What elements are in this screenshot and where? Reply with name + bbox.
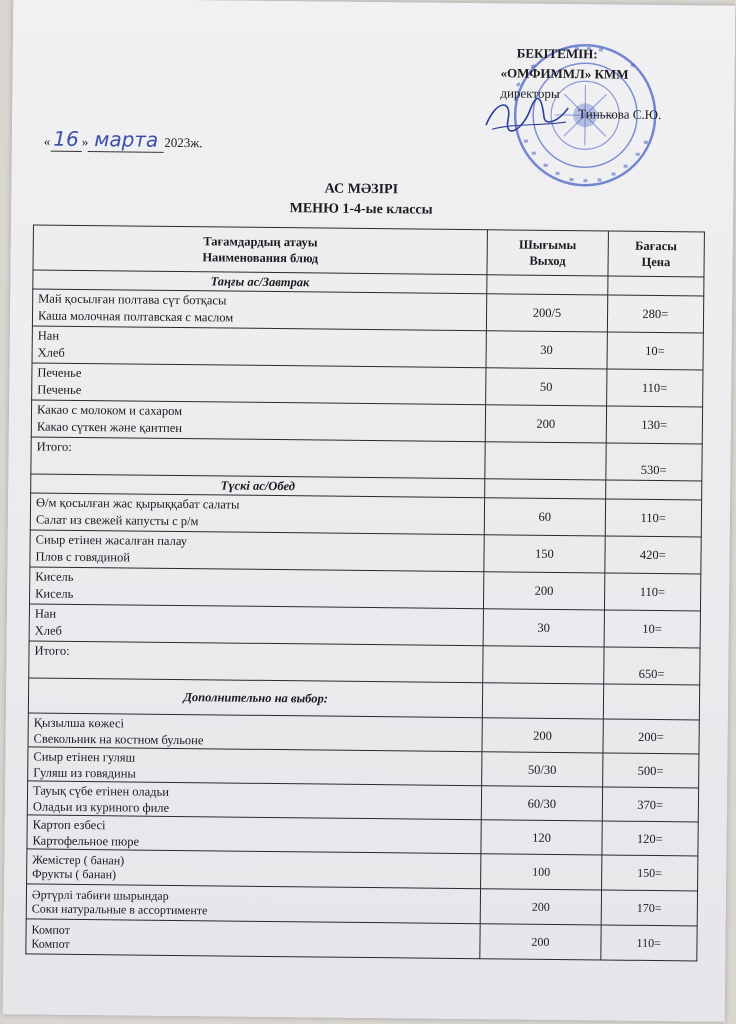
dish-name-ru: Оладьи из куриного филе: [32, 798, 170, 815]
dish-yield: 100: [481, 854, 602, 890]
dish-yield: 30: [483, 609, 604, 647]
dish-price: 110=: [605, 499, 702, 537]
header-dish-name: [33, 225, 488, 275]
dish-price: 110=: [600, 925, 697, 961]
menu-sheet: [3, 0, 736, 1022]
dish-name-ru: Гуляш из говядины: [33, 764, 136, 781]
header-price-kz: Бағасы: [635, 238, 678, 254]
header-dish-name-kz: Тағамдардың атауы: [203, 234, 318, 250]
dish-name-ru: Каша молочная полтавская с маслом: [37, 308, 234, 325]
dish-name-ru: Картофельное пюре: [32, 832, 140, 849]
dish-name-ru: Хлеб: [37, 345, 65, 360]
menu-title-ru: МЕНЮ 1-4-ые классы: [289, 201, 433, 218]
menu-title-kz: АС МӘЗІРІ: [324, 181, 399, 198]
dish-name: [28, 747, 483, 786]
dish-name: [27, 849, 482, 889]
dish-price: 280=: [607, 295, 704, 333]
dish-yield: 60/30: [482, 786, 603, 821]
dish-yield: 200: [482, 718, 603, 753]
dish-price: 420=: [604, 536, 701, 574]
dish-price: 130=: [606, 406, 703, 444]
dish-name: [27, 781, 482, 820]
dish-price: 110=: [606, 369, 703, 407]
dish-name-kz: Әртүрлі табиғи шырындар: [31, 887, 169, 903]
approval-director-name: Тинькова С.Ю.: [578, 106, 662, 123]
total-value: 650=: [603, 647, 700, 685]
dish-name: [29, 567, 484, 609]
header-dish-name-ru: Наименования блюд: [202, 250, 319, 266]
date-month-handwritten: марта: [88, 127, 164, 153]
dish-name-ru: Салат из свежей капусты с р/м: [35, 512, 199, 529]
dish-name-ru: Кисель: [35, 586, 74, 601]
dish-name-ru: Какао сүткен және қантпен: [36, 419, 183, 436]
dish-name-ru: Соки натуральные в ассортименте: [31, 901, 208, 918]
dish-name-kz: Жемістер ( банан): [32, 852, 125, 868]
header-yield-ru: Выход: [529, 253, 566, 269]
date-year: 2023ж.: [164, 134, 203, 151]
dish-yield: 200: [480, 924, 601, 960]
dish-yield: 200: [484, 572, 605, 610]
dish-name: [31, 400, 486, 442]
dish-name: [26, 884, 481, 924]
dish-name: [30, 493, 485, 535]
header-price-ru: Цена: [641, 254, 671, 270]
dish-name: [27, 815, 482, 854]
dish-yield: 50: [486, 368, 607, 406]
dish-yield: 200/5: [487, 294, 608, 332]
dish-name-kz: Сиыр етінен гуляш: [33, 748, 136, 765]
dish-name-kz: Картоп езбесі: [32, 816, 106, 832]
dish-name-kz: Какао с молоком и сахаром: [36, 402, 183, 419]
dish-name-ru: Компот: [31, 936, 70, 951]
dish-name-ru: Свекольник на костном бульоне: [33, 731, 204, 747]
dish-yield: 30: [486, 331, 607, 369]
dish-name-ru: Хлеб: [34, 623, 62, 638]
dish-name: [30, 530, 485, 572]
dish-name-kz: Ө/м қосылған жас қырыққабат салаты: [35, 495, 240, 512]
approval-org: «ОМФИММЛ» КММ: [500, 65, 629, 82]
header-price: [608, 231, 705, 277]
header-yield-kz: Шығымы: [519, 237, 577, 253]
dish-price: 150=: [601, 855, 698, 891]
dish-name-kz: Тауық сүбе етінен оладьи: [32, 782, 170, 799]
dish-price: 200=: [603, 719, 700, 754]
total-label: Итого:: [31, 437, 486, 479]
date-day-handwritten: 16: [50, 127, 82, 152]
dish-price: 120=: [601, 821, 698, 856]
dish-yield: 60: [485, 498, 606, 536]
dish-name: [32, 289, 487, 331]
menu-date: [44, 127, 203, 153]
dish-yield: 150: [484, 535, 605, 573]
dish-name: [29, 604, 484, 646]
dish-yield: 200: [480, 889, 601, 925]
dish-name-kz: Компот: [31, 922, 70, 937]
date-close-quote: »: [81, 133, 89, 150]
dish-price: 10=: [607, 332, 704, 370]
dish-price: 10=: [604, 610, 701, 648]
date-open-quote: «: [43, 133, 51, 149]
total-label: Итого:: [29, 641, 484, 683]
dish-yield: 50/30: [482, 752, 603, 787]
dish-name-kz: Май қосылған полтава сүт ботқасы: [38, 291, 227, 308]
dish-name-ru: Печенье: [37, 382, 82, 397]
dish-name-ru: Фрукты ( банан): [32, 866, 117, 882]
dish-name: [32, 326, 487, 368]
section-title: Таңғы ас/Завтрак: [33, 270, 487, 294]
dish-price: 370=: [602, 787, 699, 822]
dish-price: 500=: [602, 753, 699, 788]
dish-price: 170=: [601, 890, 698, 926]
approval-title: БЕКІТЕМІН:: [516, 45, 598, 62]
dish-name: [32, 363, 487, 405]
dish-name-kz: Нан: [37, 328, 60, 343]
dish-name: [26, 919, 481, 959]
dish-name-kz: Печенье: [37, 365, 82, 380]
dish-name-kz: Сиыр етінен жасалған палау: [35, 532, 188, 549]
dish-name-kz: Нан: [34, 606, 57, 621]
dish-name-ru: Плов с говядиной: [35, 549, 131, 565]
menu-table: [25, 224, 705, 961]
total-value: 530=: [605, 443, 702, 481]
section-title: Түскі ас/Обед: [31, 474, 485, 498]
approval-position: директоры: [500, 85, 560, 101]
table-header-row: [33, 225, 704, 277]
section-title: Дополнительно на выбор:: [28, 678, 483, 718]
table-row: [26, 919, 697, 961]
dish-name-kz: Қызылша көжесі: [33, 715, 125, 730]
dish-yield: 120: [481, 820, 602, 855]
dish-price: 110=: [604, 573, 701, 611]
header-yield: [487, 230, 608, 276]
dish-name-kz: Кисель: [35, 569, 74, 584]
approval-block: [500, 43, 701, 125]
dish-name: [28, 713, 483, 752]
dish-yield: 200: [485, 405, 606, 443]
